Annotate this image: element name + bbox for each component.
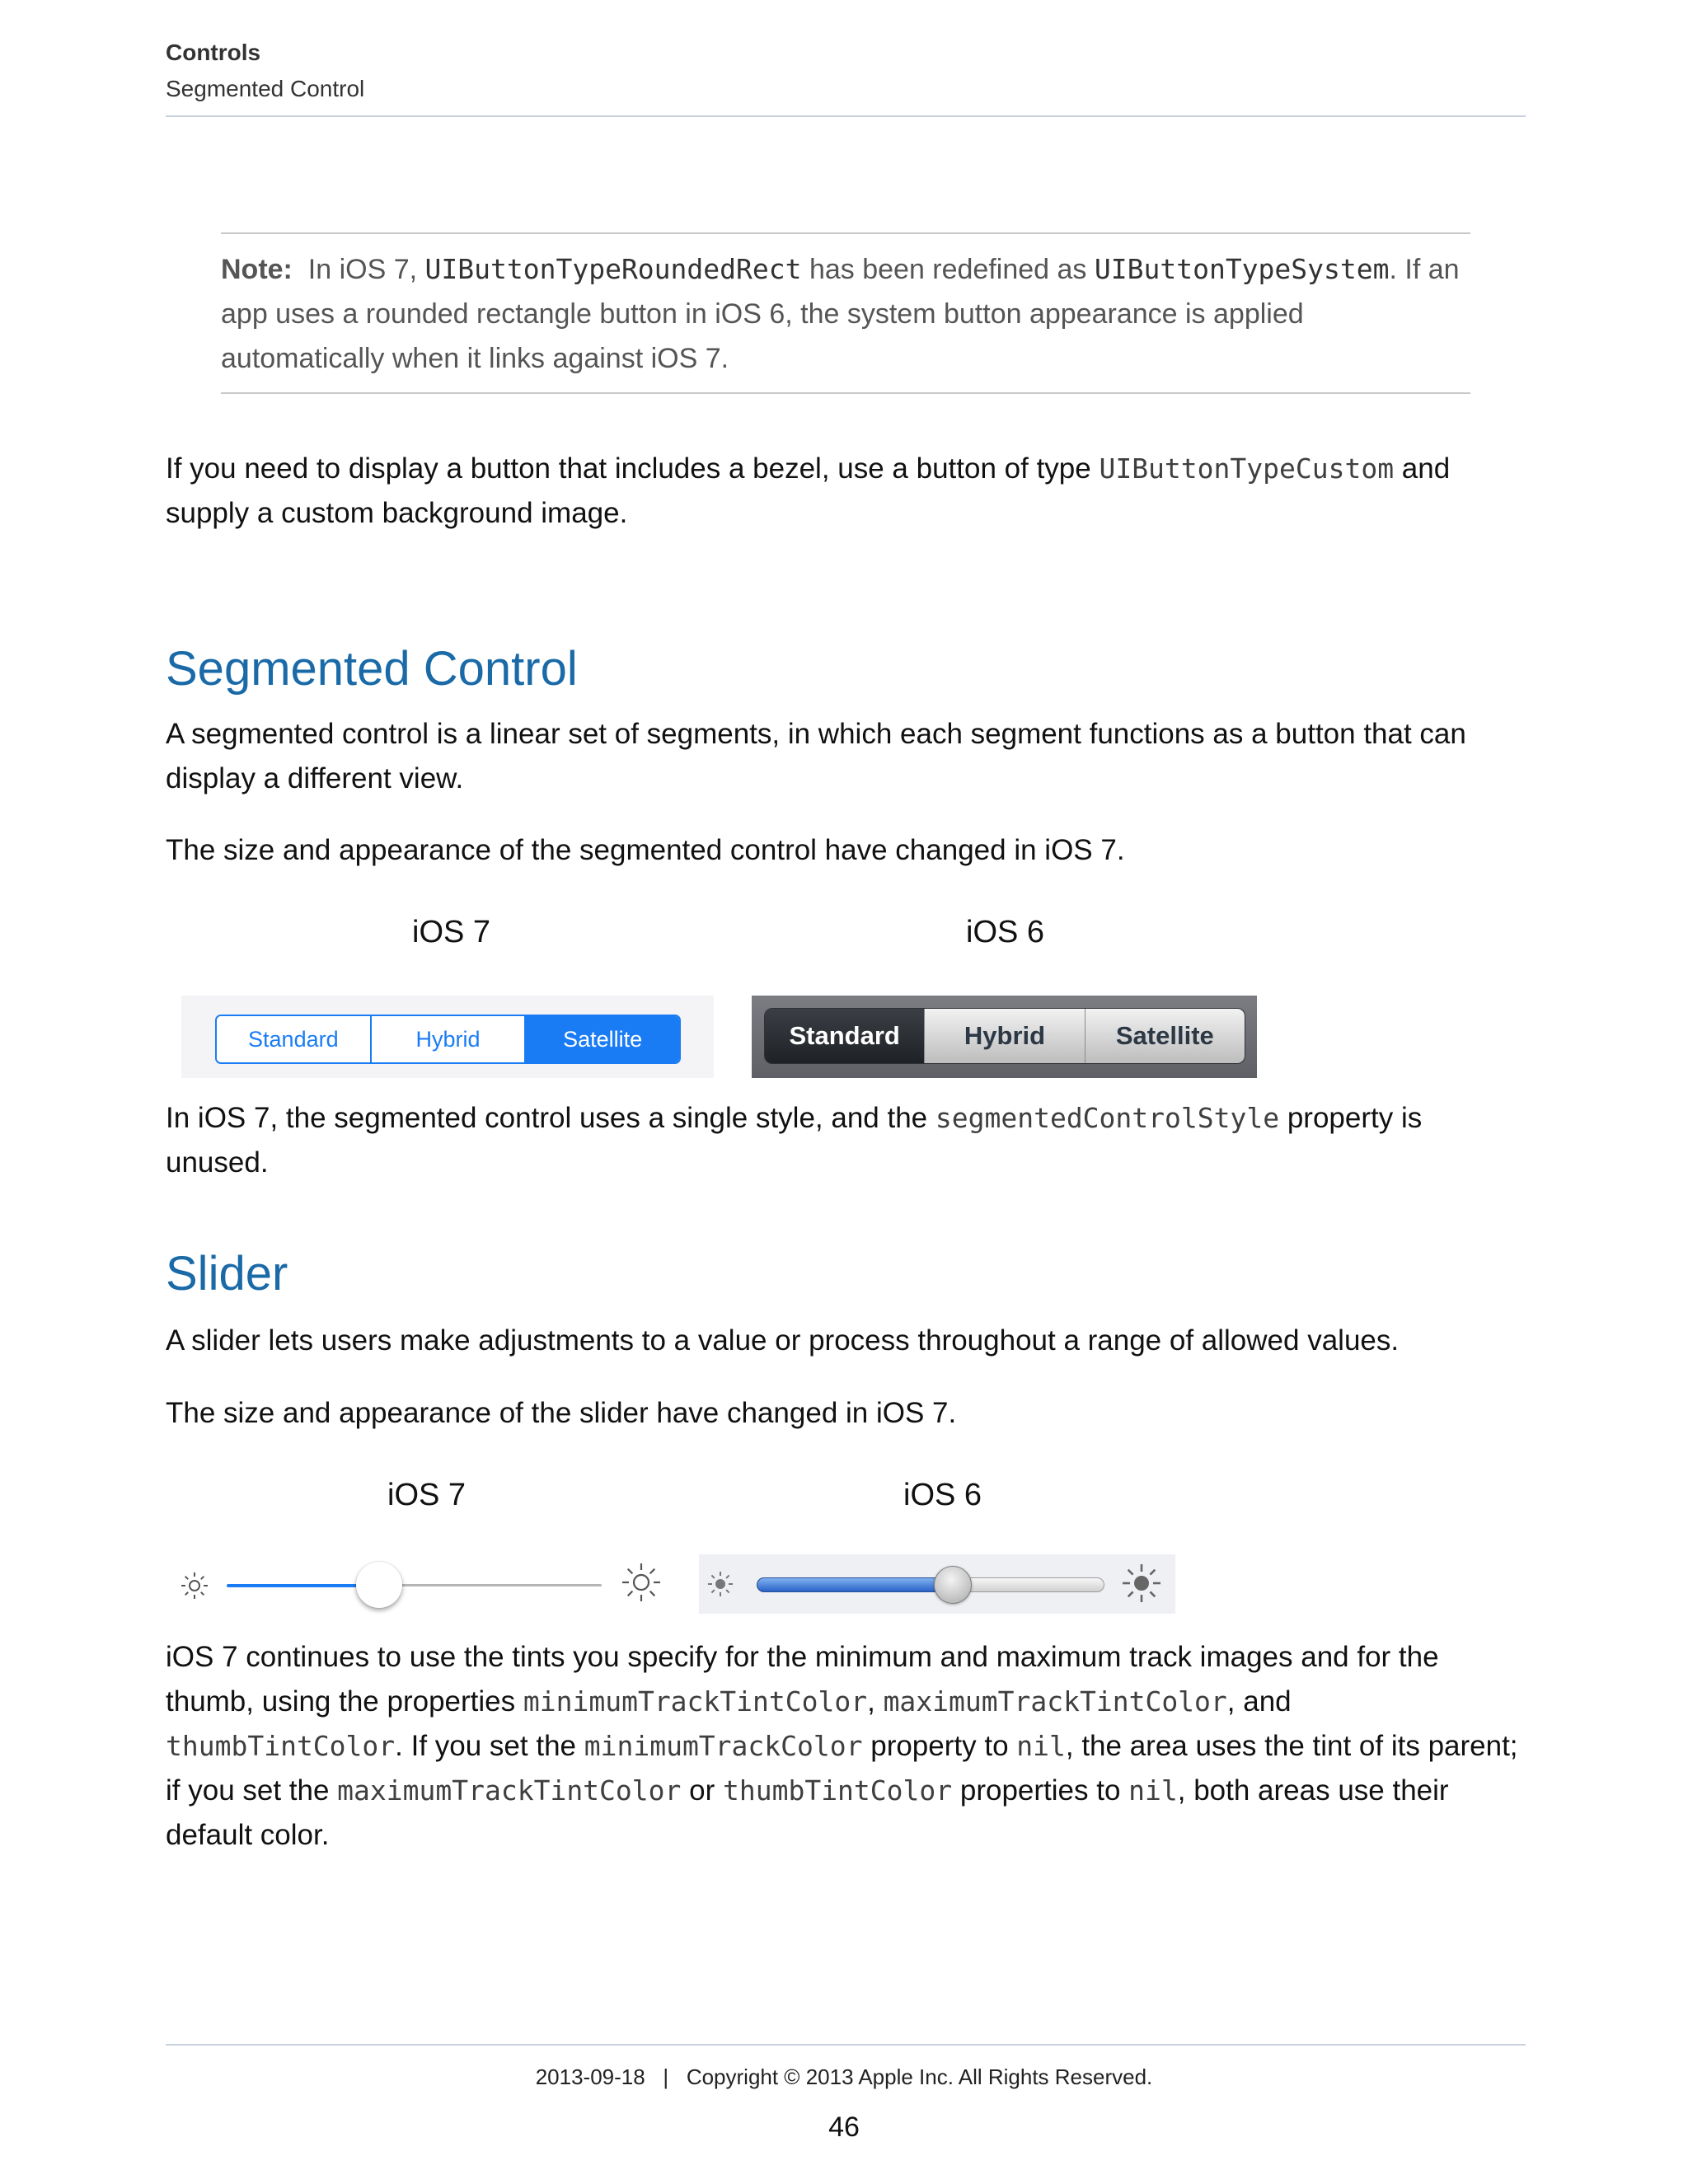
note-text: . If an app uses a rounded rectangle button in iOS 6, the system button appearance is applied automatically when it links against iOS 7. (221, 254, 1460, 374)
note-label: Note: (221, 254, 293, 285)
ios7-segment-standard[interactable]: Standard (217, 1016, 372, 1062)
bezel-paragraph (166, 447, 1527, 536)
paragraph-text: iOS 7 continues to use the tints you specify for the minimum and maximum track images and for the thumb, using the properties (166, 1641, 1439, 1718)
segmented-intro-paragraph: A segmented control is a linear set of segments, in which each segment functions as a button that can display a different view. (166, 718, 1466, 794)
note-text: has been redefined as (801, 254, 1095, 285)
heading-segmented-control: Segmented Control (166, 642, 578, 696)
ios6-segment-satellite[interactable]: Satellite (1085, 1009, 1245, 1063)
code-thumb-tint-color: thumbTintColor (166, 1730, 396, 1762)
paragraph-text: , both areas use their default color. (166, 1774, 1449, 1851)
code-button-type-custom: UIButtonTypeCustom (1099, 452, 1395, 485)
code-nil: nil (1128, 1774, 1178, 1807)
ios6-segmented-control (764, 1008, 1245, 1064)
paragraph-text: , the area uses the tint of its parent; if you set the (166, 1730, 1518, 1807)
sun-large-icon (1121, 1563, 1162, 1604)
sun-large-icon (620, 1561, 663, 1604)
code-minimum-track-color: minimumTrackColor (584, 1730, 863, 1762)
segmented-change-paragraph: The size and appearance of the segmented control have changed in iOS 7. (166, 834, 1125, 866)
note-code-system: UIButtonTypeSystem (1094, 253, 1390, 285)
footer-date: 2013-09-18 (535, 2064, 645, 2089)
ios7-segmented-control (215, 1015, 681, 1064)
paragraph-text: If you need to display a button that includes a bezel, use a button of type (166, 452, 1100, 485)
sun-small-icon (706, 1569, 735, 1599)
ios6-segment-standard[interactable]: Standard (765, 1009, 924, 1063)
footer-line (0, 2064, 1688, 2090)
footer-divider (166, 2044, 1526, 2046)
ios6-slider-thumb[interactable] (934, 1566, 972, 1604)
page-number: 46 (828, 2111, 860, 2143)
caption-ios6: iOS 6 (966, 915, 1045, 949)
footer-separator: | (663, 2064, 669, 2089)
caption-ios7-slider: iOS 7 (387, 1478, 467, 1512)
ios6-slider-min-track (757, 1577, 954, 1592)
ios7-segment-satellite[interactable]: Satellite (526, 1016, 679, 1062)
paragraph-text: , and (1226, 1685, 1292, 1718)
running-header-subsection: Segmented Control (166, 76, 365, 101)
header-divider (166, 115, 1526, 117)
segmented-style-paragraph (166, 1096, 1527, 1185)
caption-ios7: iOS 7 (412, 915, 491, 949)
note-bottom-divider (221, 392, 1470, 394)
code-maximum-track-tint-color: maximumTrackTintColor (883, 1685, 1227, 1718)
code-thumb-tint-color: thumbTintColor (722, 1774, 953, 1807)
footer-copyright: Copyright © 2013 Apple Inc. All Rights Reserved. (686, 2064, 1153, 2089)
paragraph-text: properties to (952, 1774, 1129, 1807)
running-header-section: Controls (166, 40, 261, 65)
code-minimum-track-tint-color: minimumTrackTintColor (523, 1685, 868, 1718)
note-text: In iOS 7, (307, 254, 425, 285)
code-segmented-control-style: segmentedControlStyle (935, 1102, 1280, 1134)
paragraph-text: and supply a custom background image. (166, 452, 1451, 529)
code-nil: nil (1016, 1730, 1066, 1762)
paragraph-text: or (681, 1774, 723, 1807)
paragraph-text: . If you set the (395, 1730, 584, 1762)
ios7-slider-max-track (379, 1584, 602, 1586)
note-code-rounded-rect: UIButtonTypeRoundedRect (424, 253, 802, 285)
ios6-segment-hybrid[interactable]: Hybrid (924, 1009, 1084, 1063)
paragraph-text: property is unused. (166, 1102, 1423, 1179)
note-top-divider (221, 232, 1470, 234)
heading-slider: Slider (166, 1247, 288, 1301)
caption-ios6-slider: iOS 6 (903, 1478, 982, 1512)
slider-tint-paragraph (166, 1635, 1527, 1858)
code-maximum-track-tint-color: maximumTrackTintColor (337, 1774, 682, 1807)
slider-change-paragraph: The size and appearance of the slider have changed in iOS 7. (166, 1397, 957, 1429)
note-box (221, 247, 1470, 381)
paragraph-text: In iOS 7, the segmented control uses a single style, and the (166, 1102, 935, 1134)
paragraph-text: property to (862, 1730, 1017, 1762)
ios7-slider-thumb[interactable] (356, 1562, 402, 1608)
slider-intro-paragraph: A slider lets users make adjustments to a value or process throughout a range of allowed values. (166, 1324, 1400, 1357)
ios7-segment-hybrid[interactable]: Hybrid (372, 1016, 527, 1062)
sun-small-icon (178, 1569, 211, 1602)
paragraph-text: , (867, 1685, 884, 1718)
